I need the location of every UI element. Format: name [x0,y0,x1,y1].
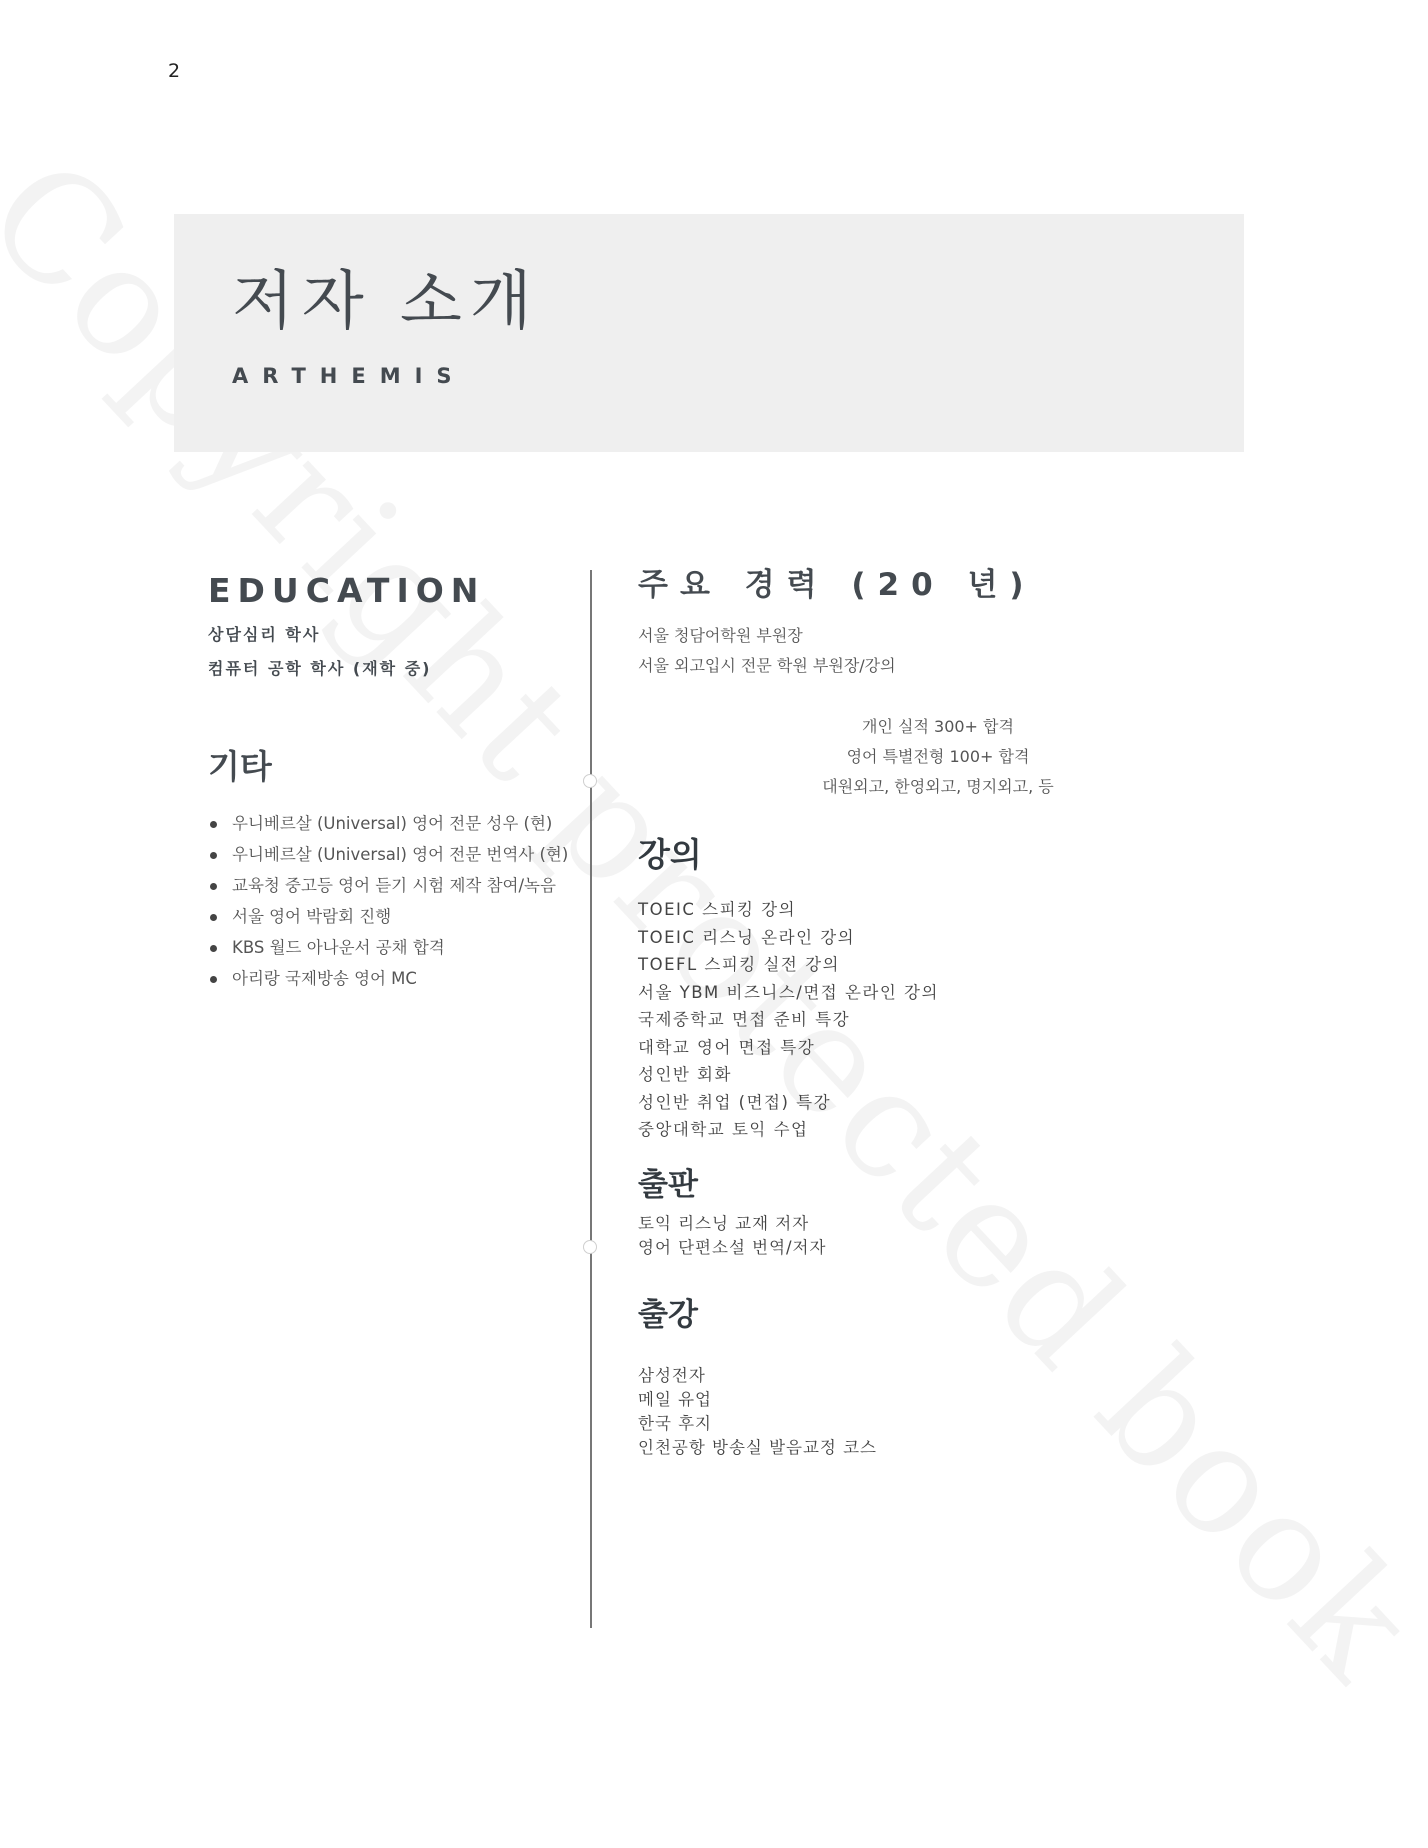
author-name: ARTHEMIS [232,364,466,388]
publications-list [638,1214,826,1262]
education-heading: EDUCATION [208,571,486,610]
achievement-item: 개인 실적 300+ 합격 [862,717,1014,736]
list-item: TOEFL 스피킹 실전 강의 [638,955,840,974]
list-item: 삼성전자 [638,1366,706,1385]
list-item: 메일 유업 [638,1390,713,1409]
other-heading: 기타 [208,747,272,786]
lectures-list [638,900,939,1148]
lectures-heading: 강의 [638,835,702,874]
list-item: TOEIC 스피킹 강의 [638,900,797,919]
list-item: KBS 월드 아나운서 공채 합격 [208,932,568,963]
achievement-item: 영어 특별전형 100+ 합격 [846,747,1030,766]
guest-lectures-list [638,1366,877,1462]
other-list [208,808,568,994]
list-item: 성인반 취업 (면접) 특강 [638,1092,832,1112]
list-item: 우니베르살 (Universal) 영어 전문 성우 (현) [208,808,568,839]
list-item: 서울 YBM 비즈니스/면접 온라인 강의 [638,982,939,1002]
header-band [174,214,1244,452]
list-item: 토익 리스닝 교재 저자 [638,1214,810,1233]
publications-heading: 출판 [638,1167,698,1203]
education-item: 상담심리 학사 [208,625,321,644]
list-item: 교육청 중고등 영어 듣기 시험 제작 참여/녹음 [208,870,568,901]
column-divider [590,570,592,1628]
list-item: 중앙대학교 토익 수업 [638,1120,809,1139]
list-item: 서울 영어 박람회 진행 [208,901,568,932]
list-item: 우니베르살 (Universal) 영어 전문 번역사 (현) [208,839,568,870]
page-number: 2 [168,60,181,82]
list-item: 대학교 영어 면접 특강 [638,1037,816,1057]
education-item: 컴퓨터 공학 학사 (재학 중) [208,659,432,678]
divider-node [583,774,597,788]
list-item: 아리랑 국제방송 영어 MC [208,963,568,994]
list-item: 한국 후지 [638,1414,713,1433]
list-item: TOEIC 리스닝 온라인 강의 [638,927,856,947]
list-item: 인천공항 방송실 발음교정 코스 [638,1438,877,1457]
career-item: 서울 외고입시 전문 학원 부원장/강의 [638,656,896,675]
career-heading: 주요 경력 (20 년) [638,567,1036,603]
divider-node [583,1240,597,1254]
guest-lectures-heading: 출강 [638,1297,698,1333]
achievement-item: 대원외고, 한영외고, 명지외고, 등 [822,777,1054,796]
list-item: 국제중학교 면접 준비 특강 [638,1010,851,1029]
career-item: 서울 청담어학원 부원장 [638,626,803,645]
page-title: 저자 소개 [232,265,540,339]
list-item: 영어 단편소설 번역/저자 [638,1238,827,1257]
list-item: 성인반 회화 [638,1065,732,1084]
